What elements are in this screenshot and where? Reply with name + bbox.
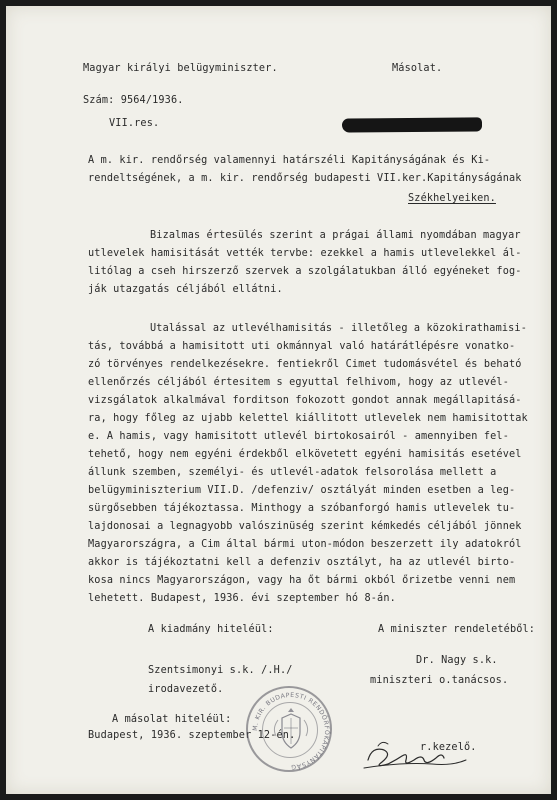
authenticated-label: A kiadmány hiteléül: [148,624,274,635]
paragraph1-line: utlevelek hamisitását vették tervbe: ezekkel a hamis utlevelekkel ál- [88,248,522,259]
svg-text:M. KIR. BUDAPESTI RENDŐRFŐKAPI: M. KIR. BUDAPESTI RENDŐRFŐKAPITÁNYSÁG [251,691,331,771]
paragraph2-line: zó törvényes rendelkezésekre. fentiekről Cimet tudomásvétel és beható [88,359,522,370]
paragraph2-line: akkor is tájékoztatni kell a defenziv osztályt, ha az utlevél birto- [88,557,516,568]
paragraph2-line: ellenőrzés céljából értesitem s egyuttal felhivom, hogy az utlevél- [88,377,509,388]
signatory-right: Dr. Nagy s.k. [416,655,498,666]
paragraph2-line: lehetett. Budapest, 1936. évi szeptember hó 8-án. [88,593,396,604]
file-number: Szám: 9564/1936. [83,95,184,106]
paragraph2-line: Utalással az utlevélhamisitás - illetőleg a közokirathamisi- [150,323,528,334]
paragraph1-line: litólag a cseh hirszerző szervek a szolgálatukban álló egyéneket fog- [88,266,522,277]
handwritten-signature [362,738,472,778]
copy-label: Másolat. [392,63,443,74]
paragraph2-line: állunk szemben, személyi- és utlevél-adatok felsorolása mellett a [88,467,497,478]
signatory-right-title: miniszteri o.tanácsos. [370,675,509,686]
paragraph2-line: tehető, hogy nem egyéni érdekből elkövetett egyéni hamisitás esetével [88,449,522,460]
signatory-left-title: irodavezető. [148,684,224,695]
redaction-mark [342,117,482,132]
ministry-order: A miniszter rendeletéből: [378,624,536,635]
copy-authenticated-label: A másolat hiteléül: [112,714,232,725]
paragraph2-line: belügyminiszterium VII.D. /defenziv/ osztályát minden esetben a leg- [88,485,516,496]
paragraph2-line: tás, továbbá a hamisitott uti okmánnyal való határátlépésre vonatko- [88,341,516,352]
copy-date: Budapest, 1936. szeptember 12-én. [88,730,296,741]
paragraph2-line: lajdonosai a legnagyobb valószinüség szerint kémkedés céljából jönnek [88,521,522,532]
address-line-2: rendeltségének, a m. kir. rendőrség budapesti VII.ker.Kapitányságának [88,173,522,184]
paragraph1-line: ják utazgatás céljából ellátni. [88,284,283,295]
paragraph2-line: sürgősebben tájékoztassa. Minthogy a szóbanforgó hamis utlevelek tu- [88,503,516,514]
paragraph2-line: kosa nincs Magyarországon, vagy ha őt bármi okból őrizetbe venni nem [88,575,516,586]
address-line-3: Székhelyeiken. [408,193,496,204]
stamp-inner-ring [262,702,318,758]
paragraph2-line: ra, hogy főleg az ujabb kelettel kiállitott utlevelek nem hamisitottak [88,413,528,424]
paragraph2-line: vizsgálatok alkalmával forditson fokozott gondot annak megállapitásá- [88,395,522,406]
paragraph2-line: e. A hamis, vagy hamisitott utlevél birtokosairól - amennyiben fel- [88,431,509,442]
reservation-mark: VII.res. [109,118,160,129]
issuer-heading: Magyar királyi belügyminiszter. [83,63,278,74]
paragraph1-line: Bizalmas értesülés szerint a prágai állami nyomdában magyar [150,230,521,241]
paragraph2-line: Magyarországra, a Cim által bármi uton-módon beszerzett ily adatokról [88,539,522,550]
clerk-title: r.kezelő. [420,742,477,753]
signatory-left: Szentsimonyi s.k. /.H./ [148,665,293,676]
address-line-1: A m. kir. rendőrség valamennyi határszéli Kapitányságának és Ki- [88,155,491,166]
official-stamp [246,686,332,772]
